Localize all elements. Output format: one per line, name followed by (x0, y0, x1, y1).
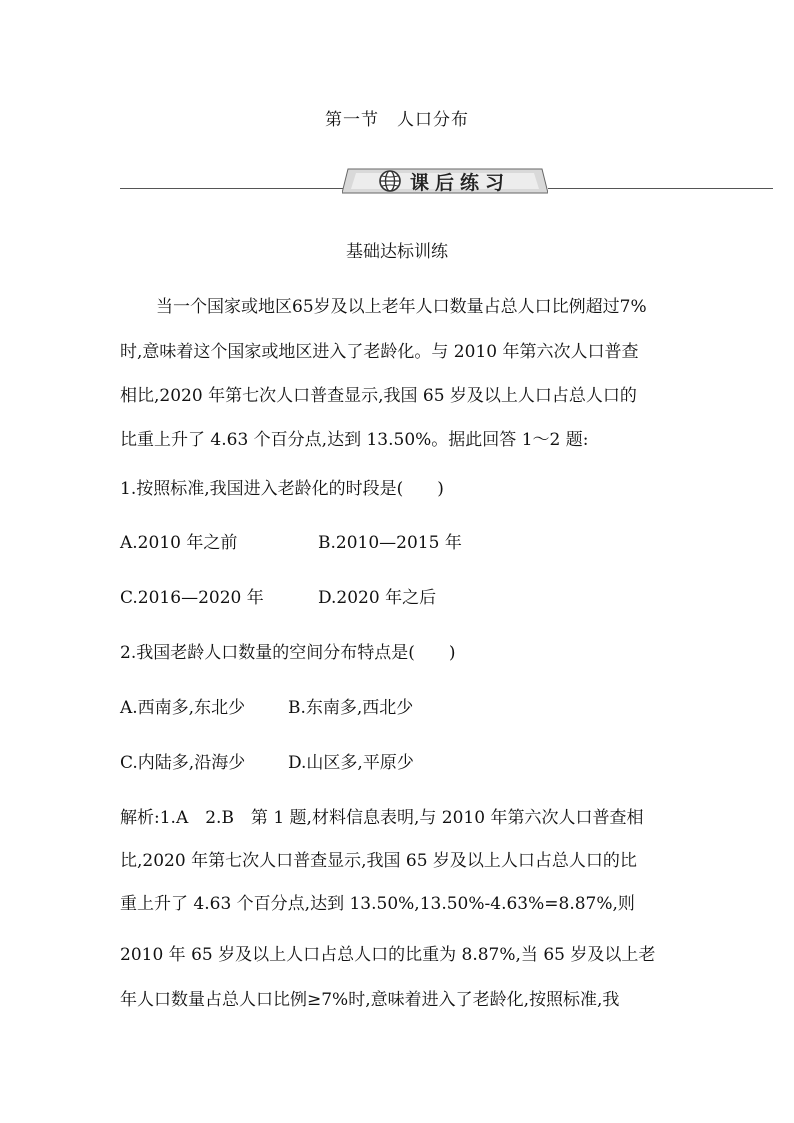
banner-label: 课后练习 (410, 172, 511, 194)
passage-line: 相比,2020 年第七次人口普查显示,我国 65 岁及以上人口占总人口的 (120, 386, 637, 406)
question-2-option-d: D.山区多,平原少 (288, 753, 414, 773)
passage-line: 时,意味着这个国家或地区进入了老龄化。与 2010 年第六次人口普查 (120, 342, 639, 362)
globe-icon (378, 169, 402, 193)
question-1-option-a: A.2010 年之前 (120, 533, 238, 553)
question-1-stem: 1.按照标准,我国进入老龄化的时段是( ) (120, 479, 444, 499)
question-2-option-c: C.内陆多,沿海少 (120, 753, 246, 773)
question-1-option-d: D.2020 年之后 (318, 588, 437, 608)
question-1-option-b: B.2010—2015 年 (318, 533, 462, 553)
section-title: 人口分布 (397, 110, 469, 130)
page-title (0, 105, 794, 130)
analysis-line: 年人口数量占总人口比例≥7%时,意味着进入了老龄化,按照标准,我 (120, 990, 620, 1010)
analysis-line: 2010 年 65 岁及以上人口占总人口的比重为 8.87%,当 65 岁及以上老 (120, 945, 656, 965)
question-2-stem: 2.我国老龄人口数量的空间分布特点是( ) (120, 643, 456, 663)
divider-right (548, 188, 773, 189)
section-number: 第一节 (325, 110, 379, 130)
analysis-line: 重上升了 4.63 个百分点,达到 13.50%,13.50%-4.63%=8.87%,则 (120, 894, 635, 914)
passage-line: 当一个国家或地区65岁及以上老年人口数量占总人口比例超过7% (156, 297, 647, 317)
question-1-option-c: C.2016—2020 年 (120, 588, 264, 608)
subtitle: 基础达标训练 (346, 242, 448, 262)
analysis-line: 解析:1.A 2.B 第 1 题,材料信息表明,与 2010 年第六次人口普查相 (120, 808, 644, 828)
exercise-banner (342, 166, 548, 196)
passage-line: 比重上升了 4.63 个百分点,达到 13.50%。据此回答 1～2 题: (120, 430, 589, 450)
analysis-line: 比,2020 年第七次人口普查显示,我国 65 岁及以上人口占总人口的比 (120, 851, 637, 871)
divider-left (120, 188, 355, 189)
question-2-option-a: A.西南多,东北少 (120, 698, 246, 718)
question-2-option-b: B.东南多,西北少 (288, 698, 414, 718)
